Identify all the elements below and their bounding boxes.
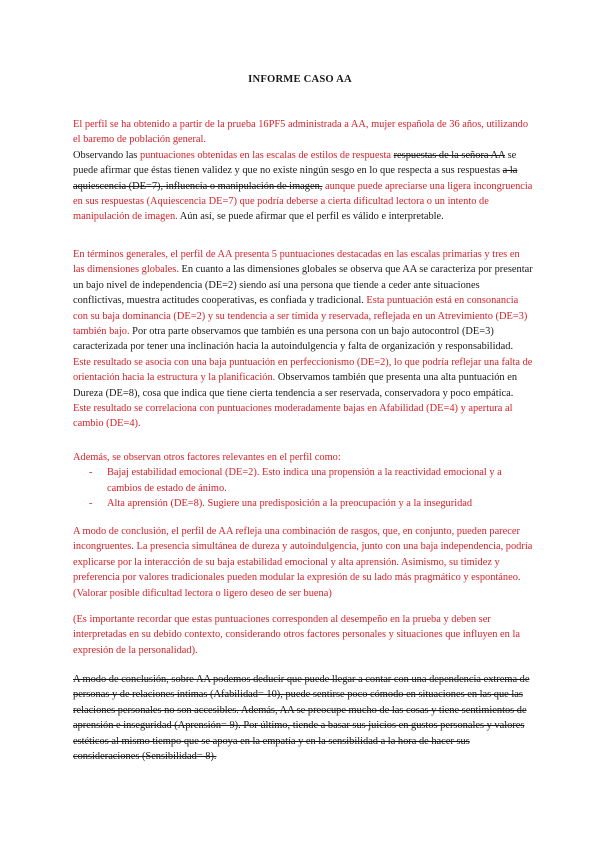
- paragraph-deleted-conclusion: A modo de conclusión, sobre AA podemos deducir que puede llegar a contar con una dependencia extrema de personas y de relaciones íntimas (Afabilidad= 10), puede sentirse poco cómodo en situaciones en las que las relaciones personales no son accesibles. Además, AA se preocupe mucho de las cosas y tiene sentimientos de aprensión e inseguridad (Aprensión= 9). Por último, tiende a basar sus juicios en gustos personales y valores estéticos al mismo tiempo que se apoya en la empatía y en la sensibilidad a la hora de hacer sus consideraciones (Sensibilidad= 8).: [73, 674, 530, 763]
- list-item-text: Alta aprensión (DE=8). Sugiere una predisposición a la preocupación y a la inseguridad: [107, 498, 473, 510]
- factor-list: [73, 465, 533, 511]
- text-correlation: Este resultado se correlaciona con puntuaciones moderadamente bajas en Afabilidad (DE=4) y apertura al cambio (DE=4).: [73, 403, 513, 430]
- list-item-text: Bajaj estabilidad emocional (DE=2). Esto indica una propensión a la reactividad emocional y a cambios de estado de ánimo.: [107, 467, 502, 494]
- text-profile-origin: El perfil se ha obtenido a partir de la prueba 16PF5 administrada a AA, mujer española de 36 años, utilizando el baremo de población general.: [73, 119, 529, 146]
- document-title: INFORME CASO AA: [248, 74, 352, 85]
- text-validity-claim: se puede afirmar que éstas tienen validez y que no existe ningún sesgo en lo que respecta a sus respuestas: [73, 149, 517, 177]
- text-self-control: Por otra parte observamos que también es una persona con un bajo autocontrol (DE=3) caracterizada por tener una inclinación hacia la autoindulgencia y falta de organización y responsabilidad.: [73, 326, 514, 353]
- text-deleted-responses: respuestas de la señora AA: [393, 149, 505, 161]
- paragraph-note: (Es importante recordar que estas puntuaciones corresponden al desempeño en la prueba y deben ser interpretadas en su debido contexto, considerando otros factores personales y situaciones que influyen en la expresión de la personalidad).: [73, 614, 520, 656]
- list-item: [73, 496, 533, 511]
- list-item: [73, 465, 533, 496]
- text-independence: En cuanto a las dimensiones globales se observa que AA se caracteriza por presentar un bajo nivel de independencia (DE=2) siendo así una persona que tiende a ceder ante situaciones conflictivas, muestra actitudes cooperativas, es confiada y tradicional.: [73, 264, 533, 307]
- paragraph-validity: [73, 117, 533, 225]
- list-dash: -: [89, 467, 93, 479]
- text-scores-inserted: puntuaciones obtenidas en las escalas de estilos de respuesta: [139, 149, 391, 161]
- list-dash: -: [89, 498, 93, 510]
- text-other-factors-intro: Además, se observan otros factores relevantes en el perfil como:: [73, 452, 341, 463]
- text-incongruence: aunque puede apreciarse una ligera incongruencia en sus respuestas (Aquiescencia DE=7) que podría deberse a cierta dificultad lectora o un intento de manipulación de imagen.: [73, 180, 533, 223]
- text-perfectionism: Este resultado se asocia con una baja puntuación en perfeccionismo (DE=2), lo que podría reflejar una falta de orientación hacia la estructura y la planificación.: [73, 356, 533, 384]
- paragraph-other-factors: [73, 450, 533, 512]
- paragraph-general-profile: [73, 247, 533, 432]
- text-valid-profile: Aún así, se puede afirmar que el perfil es válido e interpretable.: [177, 211, 444, 223]
- text-general-terms: En términos generales, el perfil de AA presenta 5 puntuaciones destacadas en las escalas primarias y tres en las dimensiones globales.: [73, 249, 520, 276]
- text-deleted-acquiescence: a la aquiescencia (DE=7), influencia o manipulación de imagen,: [73, 165, 518, 192]
- text-dominance: Esta puntuación está en consonancia con su baja dominancia (DE=2) y su tendencia a ser tímida y reservada, reflejada en un Atrevimiento (DE=3) también bajo.: [73, 295, 528, 338]
- paragraph-conclusion: A modo de conclusión, el perfil de AA refleja una combinación de rasgos, que, en conjunto, pueden parecer incongruentes. La presencia simultánea de dureza y autoindulgencia, junto con una baja independencia, podría explicarse por la interacción de su baja estabilidad emocional y alta aprensión. Asimismo, su timidez y preferencia por valores tradicionales pueden modular la expresión de su lado más pragmático y espontáneo. (Valorar posible dificultad lectora o ligero deseo de ser buena): [73, 526, 533, 599]
- text-observing: Observando las: [73, 149, 140, 161]
- text-toughness: Observamos también que presenta una alta puntuación en Dureza (DE=8), cosa que indica que tiene cierta tendencia a ser reservada, conservadora y poco empática.: [73, 372, 518, 399]
